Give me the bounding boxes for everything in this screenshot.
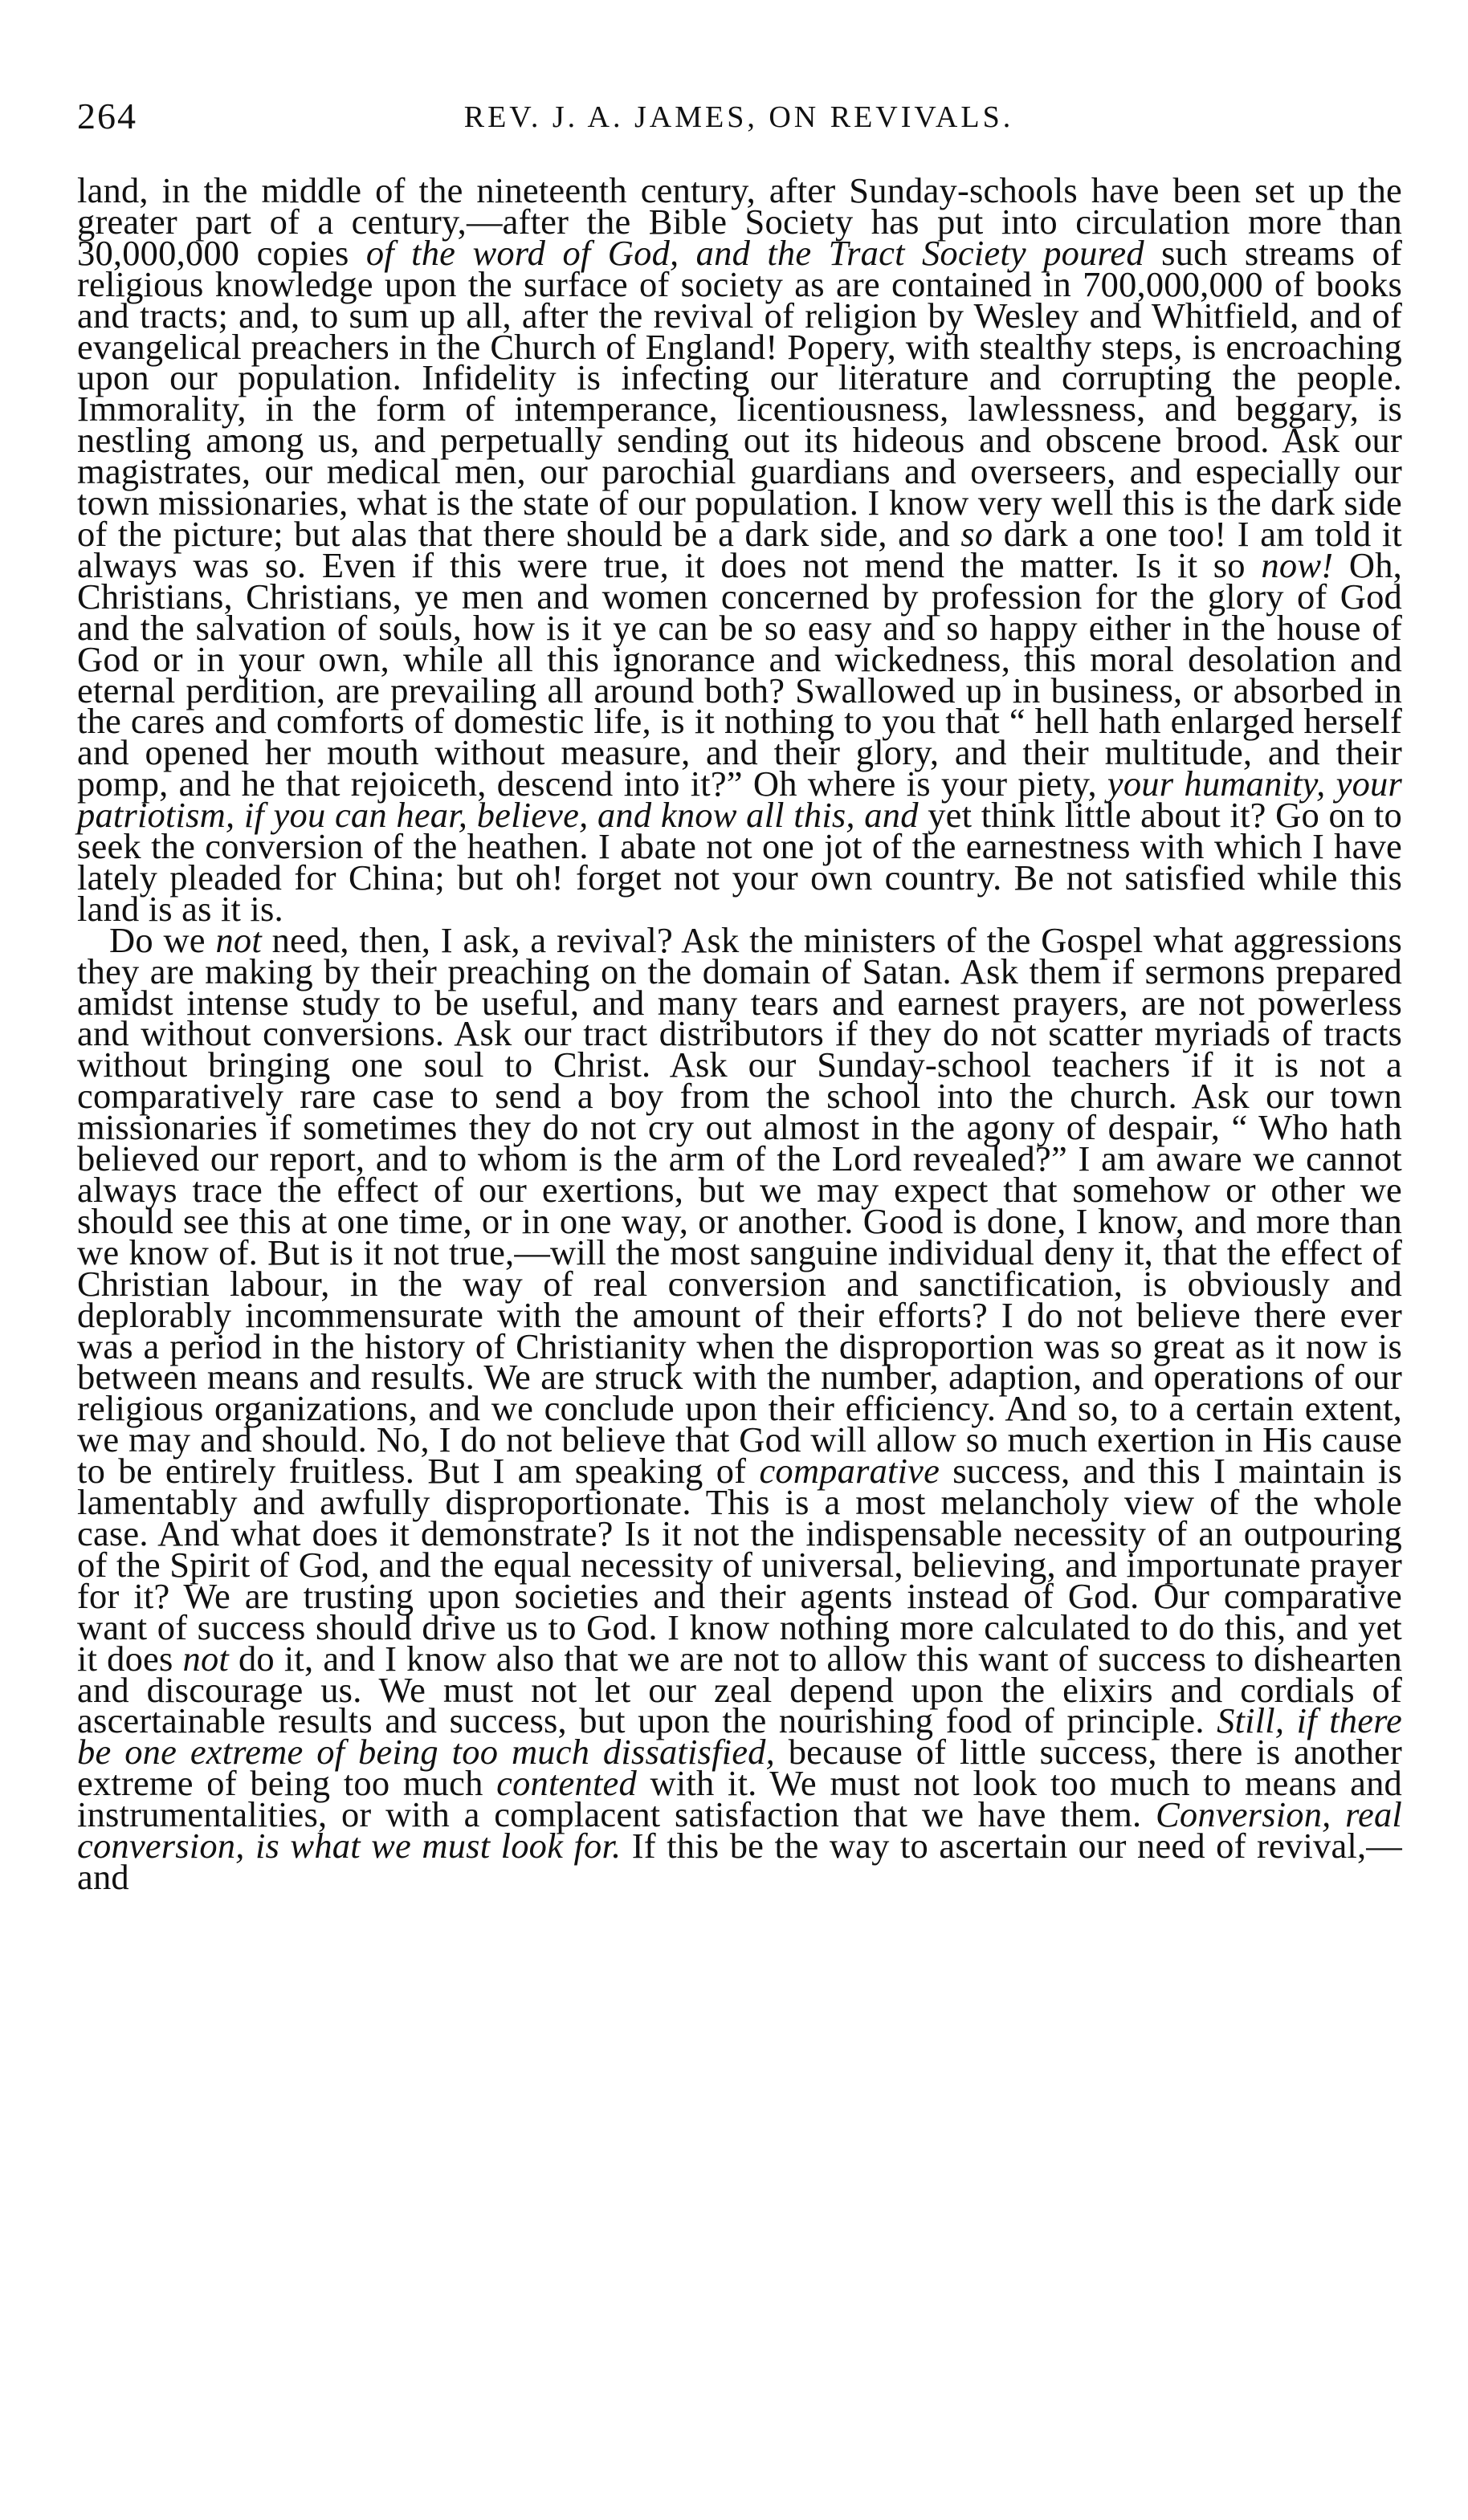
text-segment: If this be the way to ascertain our need of revival,—and (77, 1826, 1403, 1897)
italic-text-segment: comparative (759, 1451, 940, 1492)
running-head: REV. J. A. JAMES, ON REVIVALS. (463, 100, 1014, 134)
paragraph (77, 919, 1403, 1897)
body-text (77, 170, 1403, 1897)
text-segment: because of little success, there is another extreme of being too much (77, 1732, 1402, 1804)
page-header (77, 95, 1401, 143)
italic-text-segment: now! (1261, 544, 1334, 585)
text-segment: with it. We must not look too much to means and instrumentalities, or with a complacent satisfaction that we have them. (77, 1763, 1402, 1835)
text-segment: such streams of religious knowledge upon the surface of society as are contained in 700,000,000 of books and tracts; and, to sum up all, after the revival of religion by Wesley and Whitfield, and of evangelical preachers in the Church of England! Popery, with stealthy steps, is encroaching upon our population. Infidelity is infecting our literature and corrupting the people. Immorality, in the form of intemperance, licentiousness, lawlessness, and beggary, is nestling among us, and perpetually sending out its hideous and obscene brood. Ask our magistrates, our medical men, our parochial guardians and overseers, and especially our town missionaries, what is the state of our population. I know very well this is the dark side of the picture; but alas that there should be a dark side, and (77, 232, 1402, 554)
italic-text-segment: so (960, 513, 993, 554)
page-number: 264 (77, 96, 137, 136)
text-segment: yet think little about it? Go on to seek the conversion of the heathen. I abate not one jot of the earnestness with which I have lately pleaded for China; but oh! forget not your own country. Be not satisfied while this land is as it is. (77, 795, 1402, 929)
text-segment: Do we (109, 919, 216, 960)
text-segment: Oh, Christians, Christians, ye men and women concerned by profession for the glory of God and the salvation of souls, how is it ye can be so easy and so happy either in the house of God or in your own, while all this ignorance and wickedness, this moral desolation and eternal perdition, are prevailing all around both? Swallowed up in business, or absorbed in the cares and comforts of domestic life, is it nothing to you that “ hell hath enlarged herself and opened her mouth without measure, and their glory, and their multitude, and their pomp, and he that rejoiceth, descend into it?” Oh where is your piety, (77, 544, 1403, 804)
text-segment: dark a one too! I am told it always was so. Even if this were true, it does not mend the matter. Is it so (77, 513, 1402, 585)
italic-text-segment: your humanity, your patriotism, if you can hear, believe, and know all this, and (77, 763, 1402, 836)
text-segment: need, then, I ask, a revival? Ask the ministers of the Gospel what aggressions they are making by their preaching on the domain of Satan. Ask them if sermons prepared amidst intense study to be useful, and many tears and earnest prayers, are not powerless and without conversions. Ask our tract distributors if they do not scatter myriads of tracts without bringing one soul to Christ. Ask our Sunday-school teachers if it is not a comparatively rare case to send a boy from the school into the church. Ask our town missionaries if sometimes they do not cry out almost in the agony of despair, “ Who hath believed our report, and to whom is the arm of the Lord revealed?” I am aware we cannot always trace the effect of our exertions, but we may expect that somehow or other we should see this at one time, or in one way, or another. Good is done, I know, and more than we know of. But is it not true,—will the most sanguine individual deny it, that the effect of Christian labour, in the way of real conversion and sanctification, is obviously and deplorably incommensurate with the amount of their efforts? I do not believe there ever was a period in the history of Christianity when the disproportion was so great as it now is between means and results. We are struck with the number, adaption, and operations of our religious organizations, and we conclude upon their efficiency. And so, to a certain extent, we may and should. No, I do not believe that God will allow so much exertion in His cause to be entirely fruitless. But I am speaking of (77, 919, 1402, 1492)
italic-text-segment: not (182, 1638, 229, 1679)
text-segment: do it, and I know also that we are not to allow this want of success to dishearten and discourage us. We must not let our zeal depend upon the elixirs and cordials of ascertainable results and success, but upon the nourishing food of principle. (77, 1638, 1402, 1741)
italic-text-segment: contented (496, 1763, 637, 1804)
italic-text-segment: of the word of God, and the Tract Society poured (365, 232, 1144, 273)
italic-text-segment: Still, if there be one extreme of being too much dissatisfied, (77, 1700, 1402, 1773)
italic-text-segment: Conversion, real conversion, is what we must look for. (77, 1794, 1402, 1867)
text-segment: success, and this I maintain is lamentably and awfully disproportionate. This is a most melancholy view of the whole case. And what does it demonstrate? Is it not the indispensable necessity of an outpouring of the Spirit of God, and the equal necessity of universal, believing, and importunate prayer for it? We are trusting upon societies and their agents instead of God. Our comparative want of success should drive us to God. I know nothing more calculated to do this, and yet it does (77, 1451, 1402, 1679)
paragraph (77, 170, 1403, 929)
text-segment: land, in the middle of the nineteenth century, after Sunday-schools have been set up the greater part of a century,—after the Bible Society has put into circulation more than 30,000,000 copies (77, 170, 1402, 273)
italic-text-segment: not (215, 919, 262, 960)
